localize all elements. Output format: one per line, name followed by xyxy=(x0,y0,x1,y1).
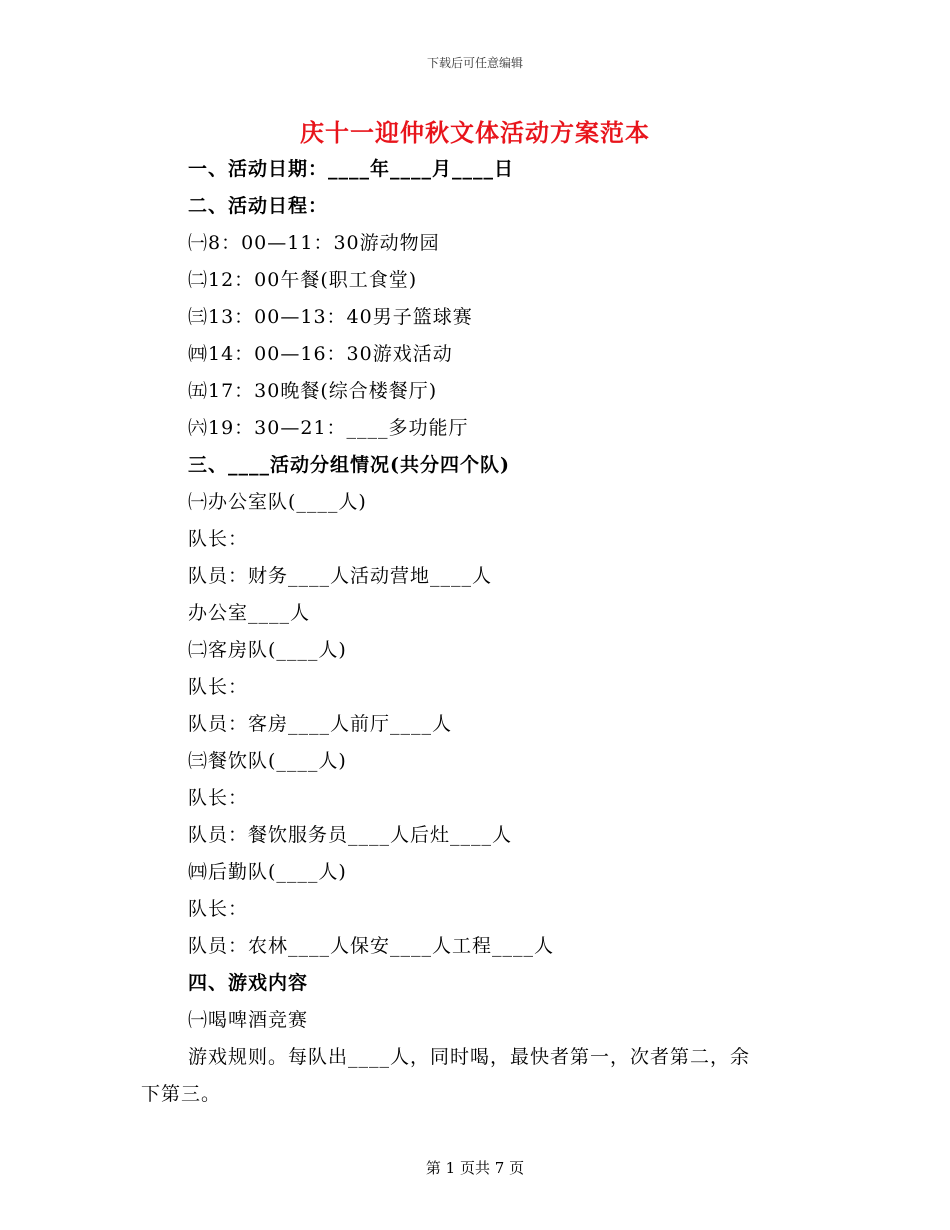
team-leader: 队长： xyxy=(188,898,249,920)
section-heading: 一、活动日期：____年____月____日 xyxy=(188,158,515,180)
team-leader: 队长： xyxy=(188,528,249,550)
schedule-item: ㈤17：30晚餐(综合楼餐厅) xyxy=(188,380,438,402)
schedule-item: ㈡12：00午餐(职工食堂) xyxy=(188,269,418,291)
schedule-item: ㈢13：00—13：40男子篮球赛 xyxy=(188,306,473,328)
schedule-item: ㈥19：30—21：____多功能厅 xyxy=(188,417,469,439)
team-leader: 队长： xyxy=(188,676,249,698)
team-title: ㈠办公室队(____人) xyxy=(188,491,367,513)
team-members: 队员：财务____人活动营地____人 xyxy=(188,565,493,587)
schedule-item: ㈣14：00—16：30游戏活动 xyxy=(188,343,453,365)
team-title: ㈡客房队(____人) xyxy=(188,639,347,661)
team-members: 队员：餐饮服务员____人后灶____人 xyxy=(188,824,513,846)
section-heading: 二、活动日程： xyxy=(188,195,329,217)
team-title: ㈣后勤队(____人) xyxy=(188,861,347,883)
team-title: ㈢餐饮队(____人) xyxy=(188,750,347,772)
team-members: 办公室____人 xyxy=(188,602,311,624)
section-heading: 四、游戏内容 xyxy=(188,972,309,994)
game-title: ㈠喝啤酒竞赛 xyxy=(188,1009,309,1031)
game-rules-line: 游戏规则。每队出____人，同时喝，最快者第一，次者第二，余 xyxy=(188,1046,751,1068)
section-heading: 三、____活动分组情况(共分四个队) xyxy=(188,454,510,476)
schedule-item: ㈠8：00—11：30游动物园 xyxy=(188,232,440,254)
document-title: 庆十一迎仲秋文体活动方案范本 xyxy=(300,118,650,147)
header-note: 下载后可任意编辑 xyxy=(426,56,523,70)
team-members: 队员：客房____人前厅____人 xyxy=(188,713,453,735)
game-rules-line: 下第三。 xyxy=(141,1083,222,1105)
team-leader: 队长： xyxy=(188,787,249,809)
team-members: 队员：农林____人保安____人工程____人 xyxy=(188,935,555,957)
page-footer: 第 1 页共 7 页 xyxy=(425,1159,525,1177)
